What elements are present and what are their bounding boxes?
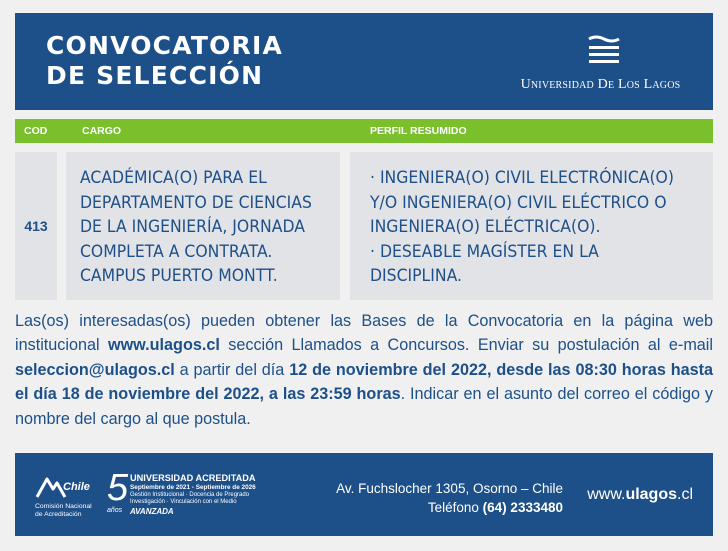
- paragraph-text: . Indicar en el asunto del correo el código y nombre del cargo al que postula.: [15, 385, 713, 428]
- cargo-line: CAMPUS PUERTO MONTT.: [80, 266, 278, 286]
- paragraph-text: sección Llamados a Concursos. Enviar su postulación al e-mail: [219, 336, 713, 355]
- accreditation-level: AVANZADA: [130, 507, 174, 516]
- perfil-line: Y/O INGENIERA(O) CIVIL ELÉCTRICO O: [370, 192, 667, 213]
- cargo-line: DE LA INGENIERÍA, JORNADA: [80, 217, 305, 237]
- instructions-paragraph: [15, 309, 713, 431]
- perfil-line: DISCIPLINA.: [370, 266, 462, 286]
- accreditation-years-label: años: [107, 507, 123, 514]
- paragraph-text: Las(os) interesadas(os) pueden obtener las Bases de la Convocatoria en la página web institucional: [15, 312, 713, 355]
- title-line-2: DE SELECCIÓN: [46, 61, 264, 90]
- cargo-line: ACADÉMICA(O) PARA EL: [80, 168, 267, 188]
- cargo-line: DEPARTAMENTO DE CIENCIAS: [80, 192, 312, 213]
- web-prefix: www.: [587, 486, 626, 503]
- university-logo: [513, 33, 688, 93]
- contact-info: [336, 479, 563, 517]
- phone-line: [336, 498, 563, 517]
- application-dates: 12 de noviembre del 2022, desde las 08:30 horas hasta el día 18 de noviembre del 2022, a las 23:59 horas: [15, 360, 714, 404]
- cell-perfil: [350, 152, 713, 300]
- cna-subtitle-line: de Acreditación: [35, 511, 82, 518]
- waves-logo-icon: [587, 35, 621, 68]
- accreditation-title: UNIVERSIDAD ACREDITADA: [130, 473, 256, 483]
- paragraph-text: a partir del día: [174, 360, 290, 379]
- column-header-perfil: PERFIL RESUMIDO: [370, 125, 467, 137]
- footer-banner: [15, 453, 713, 536]
- footer-website-link[interactable]: [587, 486, 693, 504]
- cna-subtitle-line: Comisión Nacional: [35, 503, 92, 510]
- website-link[interactable]: www.ulagos.cl: [108, 336, 220, 355]
- perfil-description: [370, 166, 710, 289]
- page-title: [46, 31, 283, 91]
- email-link[interactable]: seleccion@ulagos.cl: [15, 360, 175, 379]
- cna-logo: [35, 473, 115, 523]
- phone-number: (64) 2333480: [482, 500, 563, 515]
- table-header: [15, 119, 713, 143]
- position-code: 413: [24, 218, 48, 234]
- cna-subtitle: [35, 503, 92, 519]
- cell-cargo: [66, 152, 340, 300]
- perfil-line: · DESEABLE MAGÍSTER EN LA: [370, 241, 599, 262]
- cargo-description: [80, 166, 338, 289]
- web-domain: ulagos: [625, 486, 677, 503]
- title-line-1: CONVOCATORIA: [46, 31, 284, 60]
- accreditation-areas: [130, 492, 256, 506]
- cna-name: Chile: [63, 481, 90, 493]
- accreditation-area-line: Investigación · Vinculación con el Medio: [130, 499, 237, 505]
- cargo-line: COMPLETA A CONTRATA.: [80, 241, 273, 262]
- accreditation-area-line: Gestión Institucional · Docencia de Pregrado: [130, 492, 250, 498]
- column-header-cod: COD: [24, 125, 48, 137]
- perfil-line: · INGENIERA(O) CIVIL ELECTRÓNICA(O): [370, 168, 674, 188]
- accreditation-info: [130, 473, 256, 516]
- address: Av. Fuchslocher 1305, Osorno – Chile: [336, 481, 563, 496]
- web-suffix: .cl: [677, 486, 693, 503]
- phone-label: Teléfono: [427, 500, 483, 515]
- header-banner: [15, 13, 713, 110]
- accreditation-years: 5: [107, 467, 129, 509]
- perfil-line: INGENIERA(O) ELÉCTRICA(O).: [370, 217, 601, 237]
- column-header-cargo: CARGO: [82, 125, 122, 137]
- accreditation-period: Septiembre de 2021 - Septiembre de 2026: [130, 484, 256, 491]
- university-name: Universidad De Los Lagos: [520, 77, 681, 92]
- cell-cod: [15, 152, 57, 300]
